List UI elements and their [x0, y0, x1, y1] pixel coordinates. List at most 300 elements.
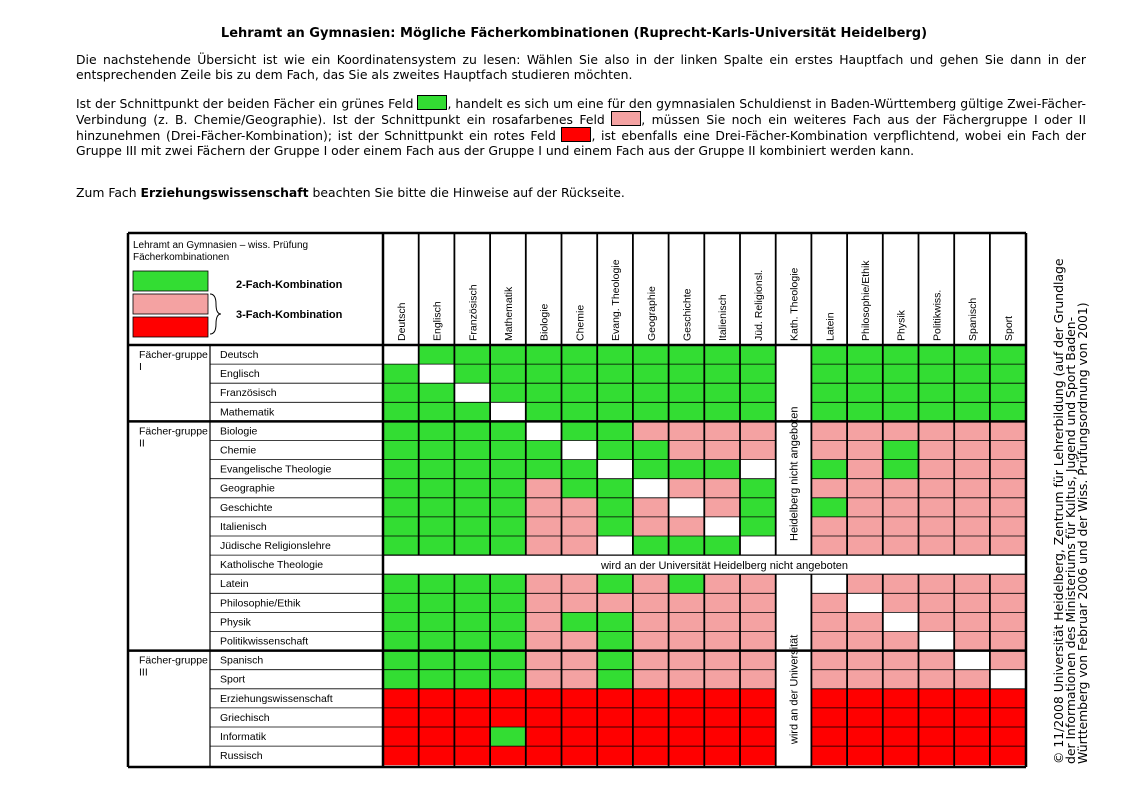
column-header: Physik: [895, 310, 908, 341]
matrix-cell: [954, 708, 990, 727]
matrix-cell: [811, 479, 847, 498]
matrix-cell: [490, 593, 526, 612]
matrix-cell: [990, 536, 1026, 555]
row-label: Jüdische Religionslehre: [220, 540, 331, 552]
matrix-cell: [954, 517, 990, 536]
matrix-cell: [383, 402, 419, 421]
matrix-cell: [990, 364, 1026, 383]
matrix-cell: [490, 364, 526, 383]
copyright-note: [1052, 236, 1088, 766]
matrix-cell: [704, 479, 740, 498]
matrix-cell: [597, 651, 633, 670]
matrix-cell: [419, 670, 455, 689]
matrix-cell: [633, 479, 669, 498]
matrix-cell: [954, 345, 990, 364]
matrix-cell: [490, 651, 526, 670]
matrix-cell: [597, 441, 633, 460]
matrix-cell: [919, 460, 955, 479]
matrix-cell: [919, 421, 955, 440]
matrix-cell: [740, 441, 776, 460]
matrix-cell: [526, 708, 562, 727]
matrix-cell: [990, 345, 1026, 364]
matrix-cell: [419, 498, 455, 517]
matrix-cell: [990, 421, 1026, 440]
matrix-cell: [383, 651, 419, 670]
matrix-cell: [633, 421, 669, 440]
matrix-cell: [883, 421, 919, 440]
matrix-cell: [597, 402, 633, 421]
matrix-cell: [919, 708, 955, 727]
matrix-cell: [669, 402, 705, 421]
matrix-cell: [669, 746, 705, 765]
matrix-cell: [383, 479, 419, 498]
matrix-cell: [490, 708, 526, 727]
matrix-cell: [954, 689, 990, 708]
matrix-cell: [669, 536, 705, 555]
matrix-cell: [704, 441, 740, 460]
matrix-cell: [669, 498, 705, 517]
matrix-cell: [919, 574, 955, 593]
matrix-cell: [383, 632, 419, 651]
row-label: Englisch: [220, 368, 260, 381]
matrix-cell: [597, 364, 633, 383]
matrix-cell: [562, 689, 598, 708]
matrix-cell: [704, 498, 740, 517]
matrix-cell: [669, 670, 705, 689]
matrix-cell: [847, 651, 883, 670]
matrix-cell: [883, 612, 919, 631]
matrix-cell: [562, 479, 598, 498]
copyright-line-2: der Informationen des Ministeriums für Kultus, Jugend und Sport Baden-: [1063, 316, 1078, 764]
matrix-cell: [847, 708, 883, 727]
matrix-cell: [490, 574, 526, 593]
matrix-cell: [704, 689, 740, 708]
matrix-cell: [597, 593, 633, 612]
matrix-cell: [954, 746, 990, 765]
matrix-cell: [740, 479, 776, 498]
matrix-cell: [526, 345, 562, 364]
matrix-cell: [454, 746, 490, 765]
matrix-cell: [811, 593, 847, 612]
row-label: Philosophie/Ethik: [220, 597, 301, 610]
matrix-cell: [454, 612, 490, 631]
column-header: Jüd. Religionsl.: [752, 269, 765, 341]
matrix-cell: [990, 383, 1026, 402]
matrix-cell: [954, 421, 990, 440]
matrix-cell: [526, 593, 562, 612]
matrix-cell: [847, 574, 883, 593]
matrix-cell: [919, 746, 955, 765]
matrix-cell: [633, 651, 669, 670]
matrix-cell: [990, 441, 1026, 460]
matrix-cell: [990, 574, 1026, 593]
matrix-cell: [847, 689, 883, 708]
matrix-cell: [490, 536, 526, 555]
matrix-cell: [454, 364, 490, 383]
matrix-cell: [633, 441, 669, 460]
column-header: Deutsch: [395, 302, 408, 341]
matrix-cell: [740, 746, 776, 765]
matrix-cell: [740, 421, 776, 440]
matrix-cell: [454, 441, 490, 460]
matrix-cell: [669, 345, 705, 364]
matrix-cell: [562, 727, 598, 746]
matrix-cell: [633, 517, 669, 536]
matrix-cell: [704, 708, 740, 727]
matrix-cell: [383, 383, 419, 402]
matrix-cell: [454, 593, 490, 612]
matrix-cell: [883, 632, 919, 651]
matrix-cell: [669, 593, 705, 612]
matrix-cell: [990, 402, 1026, 421]
matrix-cell: [490, 421, 526, 440]
matrix-cell: [990, 498, 1026, 517]
matrix-cell: [597, 670, 633, 689]
matrix-cell: [383, 517, 419, 536]
column-header: Philosophie/Ethik: [859, 260, 872, 341]
matrix-cell: [419, 364, 455, 383]
matrix-cell: [704, 460, 740, 479]
matrix-cell: [562, 364, 598, 383]
matrix-cell: [740, 670, 776, 689]
matrix-cell: [919, 345, 955, 364]
matrix-cell: [383, 536, 419, 555]
matrix-cell: [919, 479, 955, 498]
column-header: Biologie: [538, 303, 551, 341]
matrix-cell: [847, 479, 883, 498]
matrix-cell: [811, 632, 847, 651]
matrix-cell: [597, 498, 633, 517]
row-label: Spanisch: [220, 654, 264, 667]
matrix-cell: [454, 727, 490, 746]
matrix-cell: [847, 727, 883, 746]
row-label: Geschichte: [220, 501, 273, 514]
matrix-cell: [919, 498, 955, 517]
matrix-cell: [669, 479, 705, 498]
matrix-cell: [990, 632, 1026, 651]
matrix-cell: [847, 517, 883, 536]
matrix-cell: [633, 383, 669, 402]
matrix-cell: [454, 421, 490, 440]
column-header: Sport: [1002, 315, 1015, 341]
matrix-cell: [597, 612, 633, 631]
matrix-cell: [562, 632, 598, 651]
matrix-cell: [811, 746, 847, 765]
column-header: Spanisch: [967, 297, 980, 341]
matrix-cell: [526, 479, 562, 498]
matrix-cell: [597, 421, 633, 440]
matrix-cell: [562, 402, 598, 421]
matrix-cell: [526, 632, 562, 651]
matrix-cell: [919, 612, 955, 631]
matrix-cell: [990, 670, 1026, 689]
column-header: Chemie: [574, 304, 587, 341]
matrix-cell: [704, 746, 740, 765]
matrix-cell: [562, 708, 598, 727]
not-offered-row-text: wird an der Universität Heidelberg nicht angeboten: [600, 560, 849, 573]
column-header: Geographie: [645, 286, 658, 341]
matrix-cell: [883, 383, 919, 402]
matrix-cell: [383, 421, 419, 440]
matrix-cell: [954, 612, 990, 631]
matrix-cell: [490, 746, 526, 765]
matrix-cell: [811, 345, 847, 364]
matrix-cell: [740, 612, 776, 631]
matrix-cell: [847, 364, 883, 383]
matrix-cell: [597, 460, 633, 479]
matrix-cell: [811, 383, 847, 402]
matrix-cell: [990, 708, 1026, 727]
matrix-cell: [669, 574, 705, 593]
matrix-cell: [383, 593, 419, 612]
legend-red-swatch: [133, 317, 208, 337]
matrix-cell: [811, 517, 847, 536]
matrix-cell: [526, 498, 562, 517]
legend-green-swatch: [133, 271, 208, 291]
matrix-cell: [740, 364, 776, 383]
matrix-cell: [669, 460, 705, 479]
matrix-cell: [669, 689, 705, 708]
row-label: Sport: [220, 673, 246, 686]
matrix-cell: [419, 593, 455, 612]
matrix-cell: [419, 746, 455, 765]
matrix-cell: [704, 593, 740, 612]
matrix-cell: [847, 746, 883, 765]
matrix-cell: [811, 612, 847, 631]
matrix-cell: [419, 536, 455, 555]
matrix-cell: [419, 479, 455, 498]
matrix-cell: [597, 345, 633, 364]
matrix-cell: [704, 612, 740, 631]
matrix-cell: [704, 651, 740, 670]
row-label: Politikwissenschaft: [220, 635, 309, 648]
matrix-cell: [740, 498, 776, 517]
matrix-cell: [633, 632, 669, 651]
group-label: Fächer-gruppe I: [139, 349, 208, 373]
matrix-cell: [454, 536, 490, 555]
matrix-cell: [490, 402, 526, 421]
matrix-cell: [419, 345, 455, 364]
matrix-cell: [490, 383, 526, 402]
matrix-cell: [597, 708, 633, 727]
legend-pink-swatch: [133, 294, 208, 314]
matrix-cell: [526, 727, 562, 746]
legend-title-line-2: Fächerkombinationen: [133, 252, 230, 263]
matrix-cell: [990, 593, 1026, 612]
matrix-cell: [919, 670, 955, 689]
legend-three-label: 3-Fach-Kombination: [236, 309, 343, 321]
group-label: Fächer-gruppe III: [139, 654, 208, 679]
matrix-cell: [562, 612, 598, 631]
matrix-cell: [919, 689, 955, 708]
matrix-cell: [597, 689, 633, 708]
matrix-cell: [597, 632, 633, 651]
legend-brace: [210, 294, 221, 334]
matrix-cell: [526, 612, 562, 631]
matrix-cell: [740, 517, 776, 536]
matrix-cell: [847, 536, 883, 555]
matrix-cell: [383, 441, 419, 460]
matrix-cell: [633, 593, 669, 612]
row-label: Evangelische Theologie: [220, 463, 332, 476]
matrix-cell: [919, 517, 955, 536]
matrix-cell: [740, 593, 776, 612]
matrix-cell: [526, 574, 562, 593]
matrix-cell: [454, 383, 490, 402]
matrix-cell: [990, 727, 1026, 746]
matrix-cell: [454, 689, 490, 708]
matrix-cell: [954, 632, 990, 651]
matrix-cell: [454, 402, 490, 421]
matrix-cell: [990, 479, 1026, 498]
matrix-cell: [919, 632, 955, 651]
matrix-cell: [883, 345, 919, 364]
matrix-cell: [562, 574, 598, 593]
row-label: Erziehungswissenschaft: [220, 692, 333, 705]
matrix-cell: [811, 498, 847, 517]
matrix-cell: [526, 670, 562, 689]
matrix-cell: [811, 689, 847, 708]
matrix-cell: [883, 536, 919, 555]
matrix-cell: [954, 536, 990, 555]
matrix-cell: [990, 746, 1026, 765]
matrix-cell: [704, 727, 740, 746]
column-header: Kath. Theologie: [788, 267, 801, 341]
matrix-cell: [847, 345, 883, 364]
matrix-cell: [990, 517, 1026, 536]
matrix-cell: [811, 441, 847, 460]
row-label: Französisch: [220, 387, 277, 400]
matrix-cell: [419, 727, 455, 746]
matrix-cell: [419, 517, 455, 536]
matrix-cell: [669, 421, 705, 440]
matrix-cell: [633, 345, 669, 364]
matrix-cell: [562, 593, 598, 612]
matrix-cell: [883, 498, 919, 517]
matrix-cell: [562, 383, 598, 402]
matrix-cell: [597, 536, 633, 555]
matrix-cell: [669, 383, 705, 402]
matrix-cell: [811, 651, 847, 670]
matrix-cell: [704, 632, 740, 651]
matrix-cell: [740, 651, 776, 670]
matrix-cell: [454, 708, 490, 727]
matrix-cell: [669, 364, 705, 383]
matrix-cell: [883, 651, 919, 670]
matrix-cell: [490, 612, 526, 631]
matrix-cell: [883, 746, 919, 765]
matrix-cell: [669, 727, 705, 746]
matrix-cell: [847, 498, 883, 517]
matrix-cell: [454, 632, 490, 651]
matrix-cell: [740, 402, 776, 421]
matrix-cell: [811, 670, 847, 689]
matrix-cell: [633, 727, 669, 746]
matrix-cell: [419, 421, 455, 440]
matrix-cell: [669, 612, 705, 631]
column-header: Englisch: [431, 301, 444, 341]
matrix-cell: [562, 421, 598, 440]
matrix-cell: [954, 364, 990, 383]
matrix-cell: [704, 670, 740, 689]
column-header: Mathematik: [502, 286, 515, 341]
matrix-cell: [883, 727, 919, 746]
matrix-cell: [597, 517, 633, 536]
row-label: Informatik: [220, 731, 267, 743]
row-label: Griechisch: [220, 711, 270, 724]
matrix-cell: [704, 383, 740, 402]
note-text-after: beachten Sie bitte die Hinweise auf der Rückseite.: [308, 185, 625, 200]
matrix-cell: [954, 441, 990, 460]
not-offered-column-text-bottom: wird an der Universität: [788, 634, 801, 745]
matrix-cell: [990, 612, 1026, 631]
intro-paragraph: Die nachstehende Übersicht ist wie ein Koordinatensystem zu lesen: Wählen Sie also in der linken Spalte ein erstes Hauptfach und gehen Sie dann in der entsprechenden Zeile bis zu dem Fach, das Sie als zweites Hauptfach studieren möchten.: [76, 52, 1086, 82]
matrix-cell: [883, 460, 919, 479]
matrix-cell: [633, 460, 669, 479]
matrix-cell: [847, 593, 883, 612]
matrix-cell: [990, 460, 1026, 479]
matrix-cell: [669, 632, 705, 651]
matrix-cell: [633, 612, 669, 631]
matrix-cell: [847, 421, 883, 440]
matrix-cell: [633, 708, 669, 727]
matrix-cell: [419, 383, 455, 402]
row-label: Russisch: [220, 750, 263, 763]
matrix-cell: [419, 574, 455, 593]
matrix-cell: [490, 479, 526, 498]
matrix-cell: [919, 536, 955, 555]
matrix-cell: [883, 574, 919, 593]
matrix-cell: [383, 364, 419, 383]
matrix-cell: [419, 441, 455, 460]
row-label: Katholische Theologie: [220, 559, 324, 572]
matrix-cell: [419, 460, 455, 479]
matrix-cell: [919, 441, 955, 460]
matrix-cell: [454, 460, 490, 479]
matrix-cell: [954, 498, 990, 517]
matrix-cell: [419, 402, 455, 421]
matrix-cell: [919, 727, 955, 746]
matrix-cell: [847, 460, 883, 479]
matrix-cell: [704, 345, 740, 364]
matrix-cell: [633, 574, 669, 593]
matrix-cell: [526, 651, 562, 670]
matrix-cell: [883, 441, 919, 460]
matrix-cell: [633, 536, 669, 555]
matrix-cell: [883, 670, 919, 689]
not-offered-column-text-top: Heidelberg nicht angeboten: [788, 406, 801, 541]
matrix-cell: [883, 479, 919, 498]
matrix-cell: [562, 460, 598, 479]
matrix-cell: [562, 536, 598, 555]
matrix-cell: [383, 746, 419, 765]
matrix-cell: [704, 364, 740, 383]
matrix-cell: [597, 383, 633, 402]
matrix-cell: [383, 345, 419, 364]
matrix-cell: [526, 441, 562, 460]
matrix-cell: [740, 727, 776, 746]
matrix-cell: [811, 708, 847, 727]
matrix-cell: [490, 441, 526, 460]
matrix-cell: [704, 402, 740, 421]
matrix-cell: [490, 670, 526, 689]
matrix-cell: [419, 632, 455, 651]
matrix-cell: [811, 574, 847, 593]
page-title: Lehramt an Gymnasien: Mögliche Fächerkombinationen (Ruprecht-Karls-Universität Heidelberg): [220, 26, 928, 41]
matrix-cell: [954, 383, 990, 402]
matrix-cell: [954, 460, 990, 479]
note-text-before: Zum Fach: [76, 185, 141, 200]
